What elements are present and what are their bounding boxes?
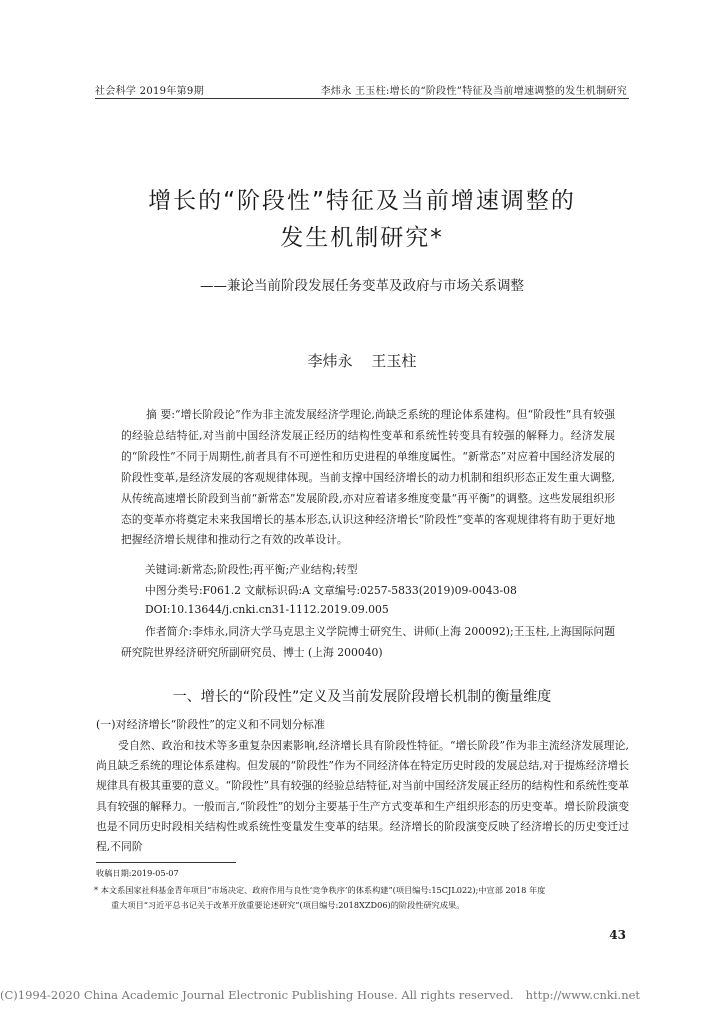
- abstract: [121, 405, 615, 551]
- author-names: 李炜永 王玉柱: [307, 352, 417, 370]
- article-title-line2: 发生机制研究*: [280, 225, 444, 251]
- publisher-url[interactable]: http://www.cnki.net: [525, 988, 641, 1002]
- author-bio: 作者简介:李炜永,同济大学马克思主义学院博士研究生、讲师(上海 200092);王玉柱,上海国际问题研究院世界经济研究所副研究员、博士 (上海 200040): [121, 625, 615, 659]
- abstract-label: 摘 要:: [146, 408, 175, 421]
- footnote-rule: [96, 862, 236, 863]
- received-date: 收稿日期:2019-05-07: [96, 868, 179, 878]
- page-number: 43: [609, 928, 626, 942]
- classification-numbers: 中图分类号:F061.2 文献标识码:A 文章编号:0257-5833(2019)09-0043-08: [145, 584, 517, 597]
- subsection-heading: (一)对经济增长“阶段性”的定义和不同划分标准: [96, 718, 325, 731]
- section-heading: 一、增长的“阶段性”定义及当前发展阶段增长机制的衡量维度: [172, 689, 552, 705]
- abstract-text: “增长阶段论”作为非主流发展经济学理论,尚缺乏系统的理论体系建构。但“阶段性”具有较强的经验总结特征,对当前中国经济发展正经历的结构性变革和系统性转变具有较强的解释力。经济发展的“阶段性”不同于周期性,前者具有不可逆性和历史进程的单维度属性。“新常态”对应着中国经济发展的阶段性变革,是经济发展的客观规律体现。当前支撑中国经济增长的动力机制和组织形态正发生重大调整,从传统高速增长阶段到当前“新常态”发展阶段,亦对应着诸多维度变量“再平衡”的调整。这些发展组织形态的变革亦将奠定未来我国增长的基本形态,认识这种经济增长“阶段性”变革的客观规律将有助于更好地把握经济增长规律和推动行之有效的改革设计。: [121, 408, 615, 547]
- body-paragraph: 受自然、政治和技术等多重复杂因素影响,经济增长具有阶段性特征。“增长阶段”作为非主流经济发展理论,尚且缺乏系统的理论体系建构。但发展的“阶段性”作为不同经济体在特定历史时段的发展总结,对于提炼经济增长规律具有极其重要的意义。“阶段性”具有较强的经验总结特征,对当前中国经济发展正经历的结构性和系统性变革具有较强的解释力。一般而言,“阶段性”的划分主要基于生产方式变革和生产组织形态的历史变革。增长阶段演变也是不同历史时段相关结构性或系统性变量发生变革的结果。经济增长的阶段演变反映了经济增长的历史变迁过程,不同阶: [96, 739, 629, 854]
- copyright-notice: [0, 988, 640, 1002]
- copyright-text: (C)1994-2020 China Academic Journal Electronic Publishing House. All rights reserved.: [0, 988, 514, 1002]
- running-header-article: 李炜永 王玉柱:增长的“阶段性”特征及当前增速调整的发生机制研究: [320, 86, 627, 97]
- doi: DOI:10.13644/j.cnki.cn31-1112.2019.09.005: [145, 603, 389, 616]
- funding-note-line2: 重大项目“习近平总书记关于改革开放重要论述研究”(项目编号:2018XZD06)的阶段性研究成果。: [111, 900, 465, 910]
- article-title-line1: 增长的“阶段性”特征及当前增速调整的: [148, 188, 576, 214]
- article-subtitle: ——兼论当前阶段发展任务变革及政府与市场关系调整: [200, 278, 524, 294]
- keywords: 关键词:新常态;阶段性;再平衡;产业结构;转型: [145, 563, 358, 576]
- header-rule: [95, 98, 629, 99]
- funding-note-line1: * 本文系国家社科基金青年项目“市场决定、政府作用与良性‘竞争秩序’的体系构建”(项目编号:15CJL022);中宣部 2018 年度: [94, 885, 546, 895]
- running-header-journal: 社会科学 2019年第9期: [95, 86, 204, 97]
